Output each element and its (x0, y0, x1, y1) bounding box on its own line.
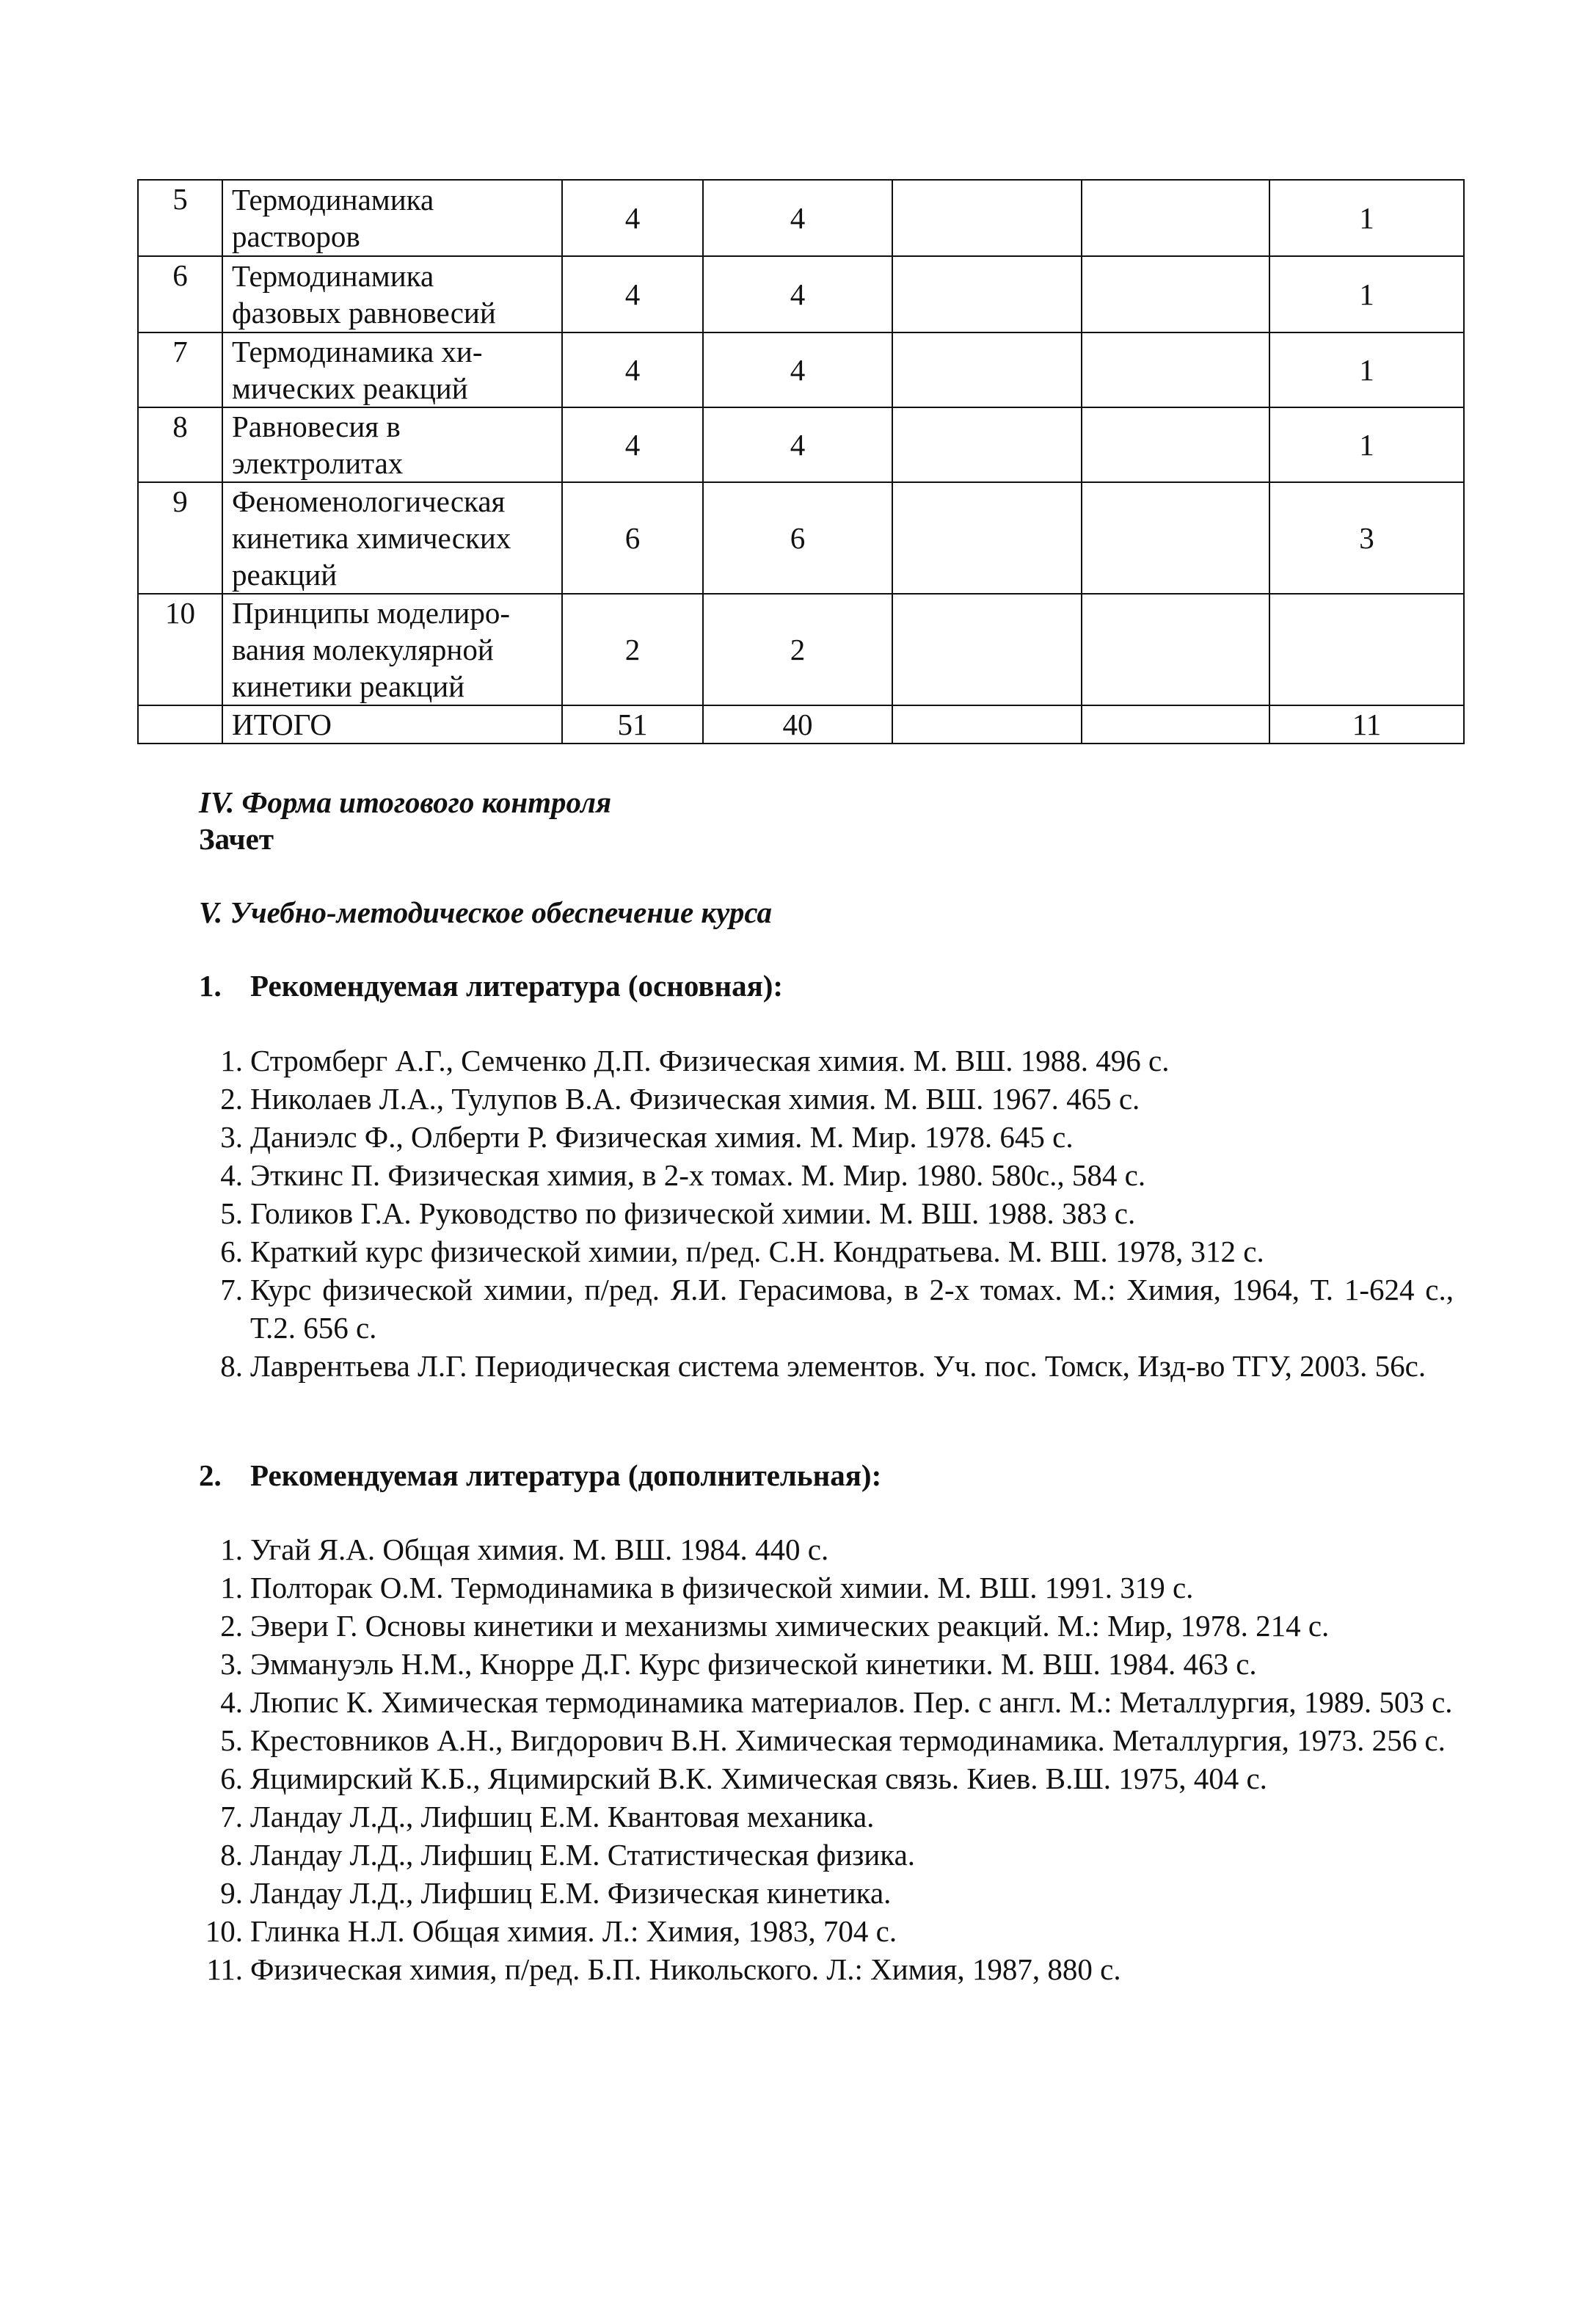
list-item (199, 1645, 1454, 1683)
row-number-cell (138, 705, 222, 744)
list-item (199, 1156, 1454, 1194)
heading-number: 1. (199, 969, 222, 1003)
hours-total-cell: 4 (562, 332, 703, 407)
control-value: Зачет (199, 822, 274, 856)
list-item (199, 1836, 1454, 1874)
main-literature-heading (199, 967, 783, 1004)
table-row (138, 482, 1464, 594)
extra-literature-list (199, 1530, 1454, 1988)
list-item (199, 1270, 1454, 1347)
hours-practice-cell (892, 705, 1082, 744)
item-number: 8. (220, 1349, 243, 1383)
list-item (199, 1530, 1454, 1568)
hours-total-cell: 4 (562, 256, 703, 332)
row-number-cell: 10 (138, 594, 222, 705)
topic-line: электролитах (232, 446, 404, 480)
item-text: Полторак О.М. Термодинамика в физической химии. М. ВШ. 1991. 319 с. (250, 1571, 1194, 1604)
item-text: Краткий курс физической химии, п/ред. С.Н. Кондратьева. М. ВШ. 1978, 312 с. (250, 1235, 1264, 1268)
extra-literature-heading (199, 1457, 881, 1494)
hours-lecture-cell: 4 (703, 180, 892, 256)
topic-cell (222, 705, 562, 744)
list-item (199, 1347, 1454, 1385)
item-text: Крестовников А.Н., Вигдорович В.Н. Химическая термодинамика. Металлургия, 1973. 256 с. (250, 1723, 1446, 1757)
item-text: Ландау Л.Д., Лифшиц Е.М. Физическая кинетика. (250, 1876, 892, 1910)
topic-line: Термодинамика (232, 183, 434, 217)
hours-practice-cell (892, 256, 1082, 332)
topic-line: реакций (232, 558, 338, 592)
topic-line: Принципы моделиро- (232, 596, 510, 630)
table-row (138, 332, 1464, 407)
item-text: Даниэлс Ф., Олберти Р. Физическая химия. М. Мир. 1978. 645 с. (250, 1120, 1074, 1154)
hours-self-cell: 1 (1269, 332, 1464, 407)
list-item (199, 1950, 1454, 1988)
table-row (138, 407, 1464, 482)
hours-lab-cell (1082, 332, 1269, 407)
topic-cell (222, 482, 562, 594)
hours-lab-cell (1082, 482, 1269, 594)
topic-cell (222, 256, 562, 332)
hours-lab-cell (1082, 256, 1269, 332)
item-text: Эткинс П. Физическая химия, в 2-х томах. М. Мир. 1980. 580с., 584 с. (250, 1158, 1146, 1192)
row-number-cell: 6 (138, 256, 222, 332)
item-number: 2. (220, 1082, 243, 1116)
topic-line: Равновесия в (232, 410, 401, 443)
item-number: 10. (205, 1914, 243, 1948)
item-number: 2. (220, 1609, 243, 1643)
topic-line: мических реакций (232, 371, 468, 405)
hours-lecture-cell: 4 (703, 256, 892, 332)
hours-total-cell: 51 (562, 705, 703, 744)
hours-lecture-cell: 6 (703, 482, 892, 594)
heading-text: Рекомендуемая литература (основная): (250, 969, 784, 1003)
topic-line: фазовых равновесий (232, 296, 496, 330)
list-item (199, 1912, 1454, 1950)
topic-line: вания молекулярной (232, 633, 494, 666)
row-number-cell: 7 (138, 332, 222, 407)
topic-line: Термодинамика хи- (232, 335, 483, 368)
item-number: 7. (220, 1273, 243, 1306)
item-number: 6. (220, 1762, 243, 1795)
item-number: 3. (220, 1647, 243, 1681)
hours-lecture-cell: 2 (703, 594, 892, 705)
course-plan-table (137, 179, 1465, 744)
table-body (138, 180, 1464, 744)
list-item (199, 1683, 1454, 1721)
item-text: Люпис К. Химическая термодинамика материалов. Пер. с англ. М.: Металлургия, 1989. 503 с. (250, 1685, 1453, 1719)
hours-total-cell: 6 (562, 482, 703, 594)
hours-practice-cell (892, 482, 1082, 594)
item-number: 7. (220, 1800, 243, 1833)
list-item (199, 1042, 1454, 1080)
item-number: 1. (220, 1044, 243, 1077)
item-text: Ландау Л.Д., Лифшиц Е.М. Квантовая механика. (250, 1800, 875, 1833)
item-text: Эммануэль Н.М., Кнорре Д.Г. Курс физической кинетики. М. ВШ. 1984. 463 с. (250, 1647, 1257, 1681)
table-row (138, 180, 1464, 256)
item-number: 6. (220, 1235, 243, 1268)
item-text: Глинка Н.Л. Общая химия. Л.: Химия, 1983, 704 с. (250, 1914, 897, 1948)
hours-self-cell: 1 (1269, 407, 1464, 482)
list-item (199, 1080, 1454, 1118)
list-item (199, 1721, 1454, 1759)
hours-self-cell: 11 (1269, 705, 1464, 744)
main-literature-list (199, 1042, 1454, 1385)
item-text: Николаев Л.А., Тулупов В.А. Физическая химия. М. ВШ. 1967. 465 с. (250, 1082, 1140, 1116)
hours-lecture-cell: 4 (703, 407, 892, 482)
list-item (199, 1194, 1454, 1232)
list-item (199, 1232, 1454, 1270)
table-row (138, 705, 1464, 744)
item-number: 1. (220, 1571, 243, 1604)
hours-total-cell: 2 (562, 594, 703, 705)
hours-self-cell: 1 (1269, 256, 1464, 332)
hours-self-cell: 3 (1269, 482, 1464, 594)
item-number: 5. (220, 1723, 243, 1757)
topic-line: кинетика химических (232, 521, 511, 555)
item-number: 9. (220, 1876, 243, 1910)
list-item (199, 1607, 1454, 1645)
topic-cell (222, 594, 562, 705)
item-text: Угай Я.А. Общая химия. М. ВШ. 1984. 440 с. (250, 1533, 829, 1566)
row-number-cell: 8 (138, 407, 222, 482)
list-item (199, 1118, 1454, 1156)
hours-practice-cell (892, 594, 1082, 705)
hours-lab-cell (1082, 705, 1269, 744)
heading-text: Рекомендуемая литература (дополнительная): (250, 1458, 882, 1492)
topic-line: растворов (232, 219, 360, 253)
item-text: Курс физической химии, п/ред. Я.И. Герасимова, в 2-х томах. М.: Химия, 1964, Т. 1-624 с., Т.2. 656 с. (250, 1273, 1454, 1345)
topic-line: Феноменологическая (232, 484, 506, 518)
hours-practice-cell (892, 180, 1082, 256)
hours-lecture-cell: 40 (703, 705, 892, 744)
row-number-cell: 5 (138, 180, 222, 256)
hours-lab-cell (1082, 407, 1269, 482)
hours-lecture-cell: 4 (703, 332, 892, 407)
item-text: Физическая химия, п/ред. Б.П. Никольского. Л.: Химия, 1987, 880 с. (250, 1952, 1121, 1986)
item-number: 4. (220, 1158, 243, 1192)
topic-line: Термодинамика (232, 259, 434, 293)
row-number-cell: 9 (138, 482, 222, 594)
control-heading: IV. Форма итогового контроля (199, 785, 612, 819)
item-number: 4. (220, 1685, 243, 1719)
hours-lab-cell (1082, 594, 1269, 705)
list-item (199, 1874, 1454, 1912)
item-number: 5. (220, 1196, 243, 1230)
topic-line: кинетики реакций (232, 669, 465, 703)
heading-number: 2. (199, 1458, 222, 1492)
hours-self-cell: 1 (1269, 180, 1464, 256)
hours-total-cell: 4 (562, 407, 703, 482)
list-item (199, 1797, 1454, 1836)
hours-self-cell (1269, 594, 1464, 705)
list-item (199, 1759, 1454, 1797)
item-text: Лаврентьева Л.Г. Периодическая система элементов. Уч. пос. Томск, Изд-во ТГУ, 2003. 56с. (250, 1349, 1426, 1383)
topic-line: ИТОГО (232, 708, 332, 741)
topic-cell (222, 332, 562, 407)
item-text: Стромберг А.Г., Семченко Д.П. Физическая химия. М. ВШ. 1988. 496 с. (250, 1044, 1170, 1077)
item-text: Голиков Г.А. Руководство по физической химии. М. ВШ. 1988. 383 с. (250, 1196, 1136, 1230)
support-heading: V. Учебно-методическое обеспечение курса (199, 895, 772, 929)
item-number: 8. (220, 1838, 243, 1872)
hours-practice-cell (892, 407, 1082, 482)
item-text: Ландау Л.Д., Лифшиц Е.М. Статистическая физика. (250, 1838, 916, 1872)
item-number: 3. (220, 1120, 243, 1154)
table-row (138, 256, 1464, 332)
topic-cell (222, 180, 562, 256)
list-item (199, 1568, 1454, 1607)
hours-practice-cell (892, 332, 1082, 407)
table-row (138, 594, 1464, 705)
topic-cell (222, 407, 562, 482)
hours-total-cell: 4 (562, 180, 703, 256)
item-number: 1. (220, 1533, 243, 1566)
item-text: Эвери Г. Основы кинетики и механизмы химических реакций. М.: Мир, 1978. 214 с. (250, 1609, 1330, 1643)
item-number: 11. (206, 1952, 243, 1986)
item-text: Яцимирский К.Б., Яцимирский В.К. Химическая связь. Киев. В.Ш. 1975, 404 с. (250, 1762, 1267, 1795)
hours-lab-cell (1082, 180, 1269, 256)
